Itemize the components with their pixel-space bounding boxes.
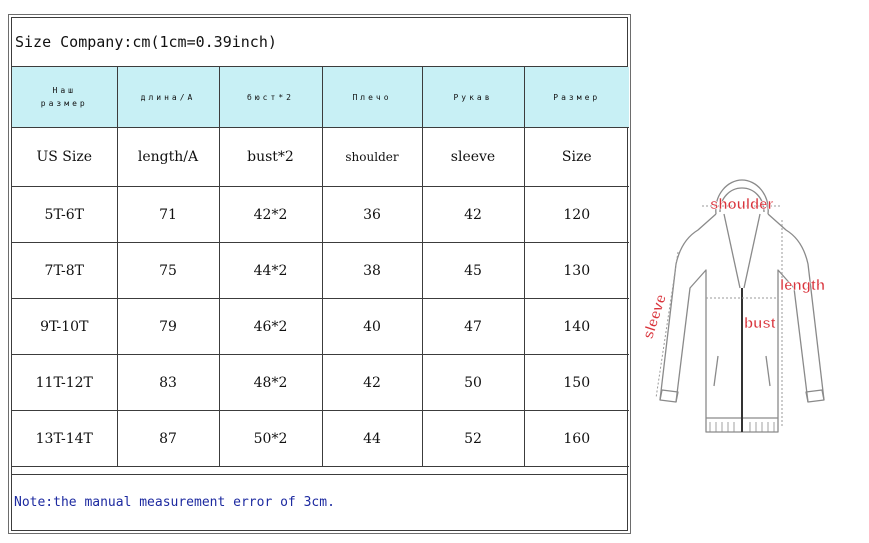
cell-sleeve: 47 bbox=[422, 299, 524, 355]
size-chart-frame bbox=[11, 17, 628, 531]
cell-bust: 50*2 bbox=[219, 411, 322, 467]
cell-sleeve: 45 bbox=[422, 243, 524, 299]
cell-length: 79 bbox=[117, 299, 219, 355]
cell-length: 75 bbox=[117, 243, 219, 299]
measurement-note: Note:the manual measurement error of 3cm. bbox=[12, 474, 627, 530]
russian-header-line: Размер bbox=[553, 92, 601, 102]
cell-bust: 42*2 bbox=[219, 187, 322, 243]
cell-shoulder: 38 bbox=[322, 243, 422, 299]
cell-us-size: 5T-6T bbox=[12, 187, 117, 243]
russian-header-cell bbox=[322, 67, 422, 128]
table-row bbox=[12, 243, 629, 299]
cell-sleeve: 52 bbox=[422, 411, 524, 467]
hood-opening-right bbox=[744, 214, 760, 288]
header-shoulder: shoulder bbox=[322, 128, 422, 187]
cell-sleeve: 42 bbox=[422, 187, 524, 243]
cell-shoulder: 44 bbox=[322, 411, 422, 467]
table-row bbox=[12, 355, 629, 411]
sleeve-label: sleeve bbox=[639, 292, 670, 342]
table-row bbox=[12, 411, 629, 467]
cell-us-size: 11T-12T bbox=[12, 355, 117, 411]
cell-shoulder: 40 bbox=[322, 299, 422, 355]
right-pocket bbox=[766, 356, 770, 386]
header-size: Size bbox=[524, 128, 629, 187]
russian-header-line: Рукав bbox=[453, 92, 493, 102]
cell-size: 120 bbox=[524, 187, 629, 243]
hood-opening-left bbox=[724, 214, 740, 288]
russian-header-line: бюст*2 bbox=[247, 92, 294, 102]
russian-header-row bbox=[12, 67, 629, 128]
left-pocket bbox=[714, 356, 718, 386]
russian-header-line: размер bbox=[40, 99, 88, 108]
cell-size: 150 bbox=[524, 355, 629, 411]
russian-header-cell bbox=[12, 67, 117, 128]
size-chart bbox=[8, 14, 631, 534]
size-chart-caption: Size Company:cm(1cm=0.39inch) bbox=[12, 18, 627, 67]
cell-shoulder: 36 bbox=[322, 187, 422, 243]
cell-bust: 48*2 bbox=[219, 355, 322, 411]
cell-size: 140 bbox=[524, 299, 629, 355]
header-us-size: US Size bbox=[12, 128, 117, 187]
cell-length: 83 bbox=[117, 355, 219, 411]
cell-size: 160 bbox=[524, 411, 629, 467]
cell-length: 87 bbox=[117, 411, 219, 467]
table-row bbox=[12, 299, 629, 355]
header-sleeve: sleeve bbox=[422, 128, 524, 187]
russian-header-cell bbox=[219, 67, 322, 128]
header-length: length/A bbox=[117, 128, 219, 187]
russian-header-cell bbox=[524, 67, 629, 128]
jacket-diagram bbox=[632, 160, 844, 460]
jacket-drawing bbox=[632, 160, 844, 460]
russian-header-cell bbox=[422, 67, 524, 128]
header-bust: bust*2 bbox=[219, 128, 322, 187]
shoulder-label: shoulder bbox=[710, 196, 774, 213]
cell-us-size: 7T-8T bbox=[12, 243, 117, 299]
russian-header-line: длина/A bbox=[140, 92, 196, 102]
russian-header-cell bbox=[117, 67, 219, 128]
russian-header-line: Плечо bbox=[352, 92, 392, 102]
length-label: length bbox=[780, 277, 825, 294]
cell-us-size: 13T-14T bbox=[12, 411, 117, 467]
cell-length: 71 bbox=[117, 187, 219, 243]
cell-bust: 46*2 bbox=[219, 299, 322, 355]
cell-size: 130 bbox=[524, 243, 629, 299]
cell-bust: 44*2 bbox=[219, 243, 322, 299]
table-row bbox=[12, 187, 629, 243]
english-header-row bbox=[12, 128, 629, 187]
size-table bbox=[12, 67, 629, 467]
bust-label: bust bbox=[744, 315, 776, 332]
cell-us-size: 9T-10T bbox=[12, 299, 117, 355]
cell-sleeve: 50 bbox=[422, 355, 524, 411]
russian-header-line: Наш bbox=[52, 86, 76, 95]
cell-shoulder: 42 bbox=[322, 355, 422, 411]
